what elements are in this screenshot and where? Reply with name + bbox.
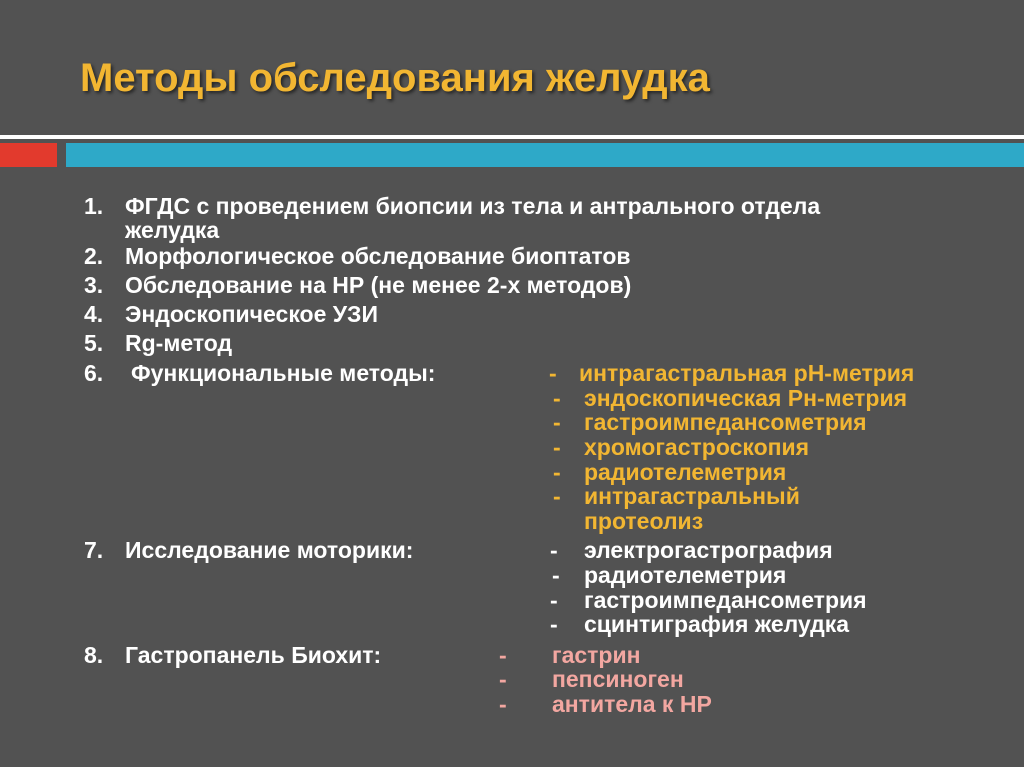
- sub-item-dash: -: [550, 537, 558, 563]
- list-item-text: Обследование на НР (не менее 2-х методов): [125, 272, 632, 298]
- list-item-number: 2.: [84, 243, 104, 269]
- accent-bar-red: [0, 143, 57, 167]
- sub-item-dash: -: [499, 642, 507, 668]
- list-item-text: Rg-метод: [125, 330, 233, 356]
- sub-item-text: хромогастроскопия: [584, 434, 810, 460]
- list-item-number: 3.: [84, 272, 104, 298]
- accent-bar-blue: [66, 143, 1024, 167]
- sub-item-dash: -: [553, 459, 561, 485]
- list-item-number: 5.: [84, 330, 104, 356]
- list-item-continuation: желудка: [125, 217, 220, 243]
- list-item-text: Эндоскопическое УЗИ: [125, 301, 378, 327]
- sub-item-text: эндоскопическая Рн-метрия: [584, 385, 908, 411]
- list-item-text: Гастропанель Биохит:: [125, 642, 382, 668]
- sub-item-dash: -: [499, 666, 507, 692]
- sub-item-text: радиотелеметрия: [584, 562, 787, 588]
- sub-item-dash: -: [499, 691, 507, 717]
- sub-item-dash: -: [549, 360, 557, 386]
- sub-item-text: интрагастральная рН-метрия: [579, 360, 915, 386]
- list-item-number: 4.: [84, 301, 104, 327]
- list-item-number: 8.: [84, 642, 104, 668]
- sub-item-text: пепсиноген: [552, 666, 684, 692]
- slide-title: Методы обследования желудка: [80, 56, 710, 100]
- sub-item-dash: -: [550, 611, 558, 637]
- divider-line: [0, 135, 1024, 139]
- sub-item-text: сцинтиграфия желудка: [584, 611, 850, 637]
- list-item-text: ФГДС с проведением биопсии из тела и антрального отдела: [125, 193, 821, 219]
- sub-item-text: гастроимпедансометрия: [584, 587, 867, 613]
- sub-item-continuation: протеолиз: [584, 508, 704, 534]
- sub-item-text: интрагастральный: [584, 483, 800, 509]
- list-item-number: 1.: [84, 193, 104, 219]
- sub-item-text: гастрин: [552, 642, 641, 668]
- sub-item-text: гастроимпедансометрия: [584, 409, 867, 435]
- sub-item-dash: -: [553, 409, 561, 435]
- sub-item-dash: -: [553, 483, 561, 509]
- list-item-text: Функциональные методы:: [131, 360, 436, 386]
- list-item-text: Морфологическое обследование биоптатов: [125, 243, 631, 269]
- sub-item-text: электрогастрография: [584, 537, 833, 563]
- list-item-number: 6.: [84, 360, 104, 386]
- sub-item-dash: -: [553, 434, 561, 460]
- sub-item-text: антитела к НР: [552, 691, 712, 717]
- list-item-text: Исследование моторики:: [125, 537, 414, 563]
- sub-item-dash: -: [552, 562, 560, 588]
- sub-item-dash: -: [550, 587, 558, 613]
- sub-item-dash: -: [553, 385, 561, 411]
- sub-item-text: радиотелеметрия: [584, 459, 787, 485]
- list-item-number: 7.: [84, 537, 104, 563]
